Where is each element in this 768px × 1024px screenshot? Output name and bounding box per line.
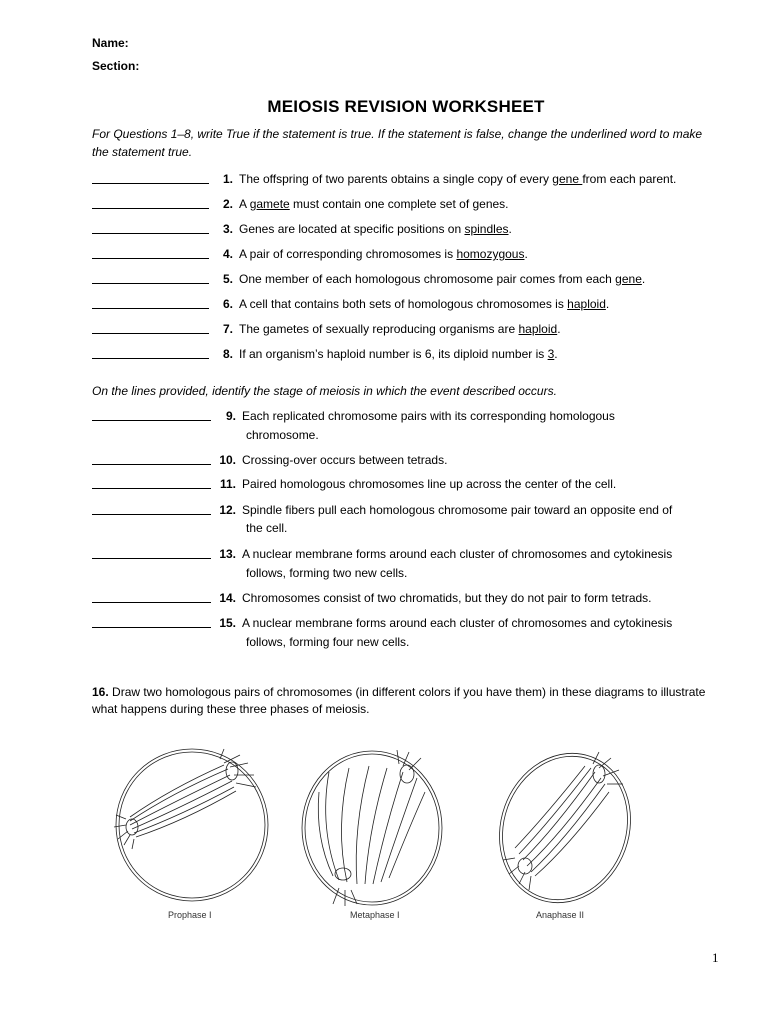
answer-line[interactable]	[92, 464, 211, 465]
question-text: A nuclear membrane forms around each cluster of chromosomes and cytokinesis	[242, 616, 673, 630]
worksheet-title: MEIOSIS REVISION WORKSHEET	[267, 97, 545, 116]
question-number: 16.	[92, 685, 109, 699]
question-text: Crossing-over occurs between tetrads.	[242, 453, 448, 467]
question-text: A cell that contains both sets of homologous chromosomes is	[239, 297, 568, 311]
question-number: 4.	[222, 247, 233, 261]
question-text-end: from each parent.	[582, 172, 677, 186]
part1-instructions: For Questions 1–8, write True if the statement is true. If the statement is false, change the underlined word to make the statement true.	[92, 127, 703, 159]
question-text-cont: the cell.	[246, 521, 288, 535]
question-text: The gametes of sexually reproducing organisms are	[239, 322, 519, 336]
answer-line[interactable]	[92, 627, 211, 628]
question-number: 6.	[222, 297, 233, 311]
answer-line[interactable]	[92, 233, 209, 234]
question-text-end: .	[605, 297, 610, 311]
question-text: Chromosomes consist of two chromatids, but they do not pair to form tetrads.	[242, 591, 652, 605]
answer-line[interactable]	[92, 514, 211, 515]
question-text: A nuclear membrane forms around each cluster of chromosomes and cytokinesis	[242, 547, 673, 561]
question-text-end: .	[557, 322, 561, 336]
question-text-end: .	[641, 272, 646, 286]
question-number: 12.	[219, 503, 236, 517]
question-number: 3.	[222, 222, 233, 236]
question-number: 8.	[222, 347, 233, 361]
question-text-end: .	[554, 347, 558, 361]
question-number: 5.	[222, 272, 233, 286]
answer-line[interactable]	[92, 602, 211, 603]
prophase-cell-diagram[interactable]	[112, 745, 272, 905]
question-text: Genes are located at specific positions on	[239, 222, 465, 236]
question-text: A pair of corresponding chromosomes is	[239, 247, 457, 261]
answer-line[interactable]	[92, 333, 209, 334]
question-text: Spindle fibers pull each homologous chromosome pair toward an opposite end of	[242, 503, 673, 517]
underlined-word: spindles	[464, 222, 509, 236]
section-label: Section:	[92, 59, 140, 73]
question-number: 13.	[219, 547, 236, 561]
question-number: 1.	[222, 172, 233, 186]
question-text: One member of each homologous chromosome pair comes from each	[239, 272, 616, 286]
question-16	[92, 684, 717, 718]
question-number: 10.	[219, 453, 236, 467]
question-text-end: .	[524, 247, 528, 261]
question-text-cont: follows, forming four new cells.	[246, 635, 410, 649]
underlined-word: 3	[547, 347, 555, 361]
metaphase-cell-diagram[interactable]	[299, 748, 445, 908]
question-text-cont: chromosome.	[246, 428, 319, 442]
underlined-word: gene	[552, 172, 583, 186]
answer-line[interactable]	[92, 258, 209, 259]
prophase-caption: Prophase I	[168, 910, 212, 920]
answer-line[interactable]	[92, 208, 209, 209]
question-number: 7.	[222, 322, 233, 336]
underlined-word: haploid	[567, 297, 606, 311]
metaphase-caption: Metaphase I	[350, 910, 400, 920]
name-label: Name:	[92, 36, 129, 50]
anaphase-caption: Anaphase II	[536, 910, 585, 920]
question-text: If an organism’s haploid number is 6, its diploid number is	[239, 347, 548, 361]
answer-line[interactable]	[92, 488, 211, 489]
underlined-word: homozygous	[456, 247, 525, 261]
question-text-cont: follows, forming two new cells.	[246, 566, 408, 580]
question-number: 9.	[225, 409, 236, 423]
underlined-word: haploid	[518, 322, 558, 336]
underlined-word: gamete	[249, 197, 290, 211]
question-number: 14.	[219, 591, 236, 605]
page-number: 1	[712, 950, 719, 965]
answer-line[interactable]	[92, 308, 209, 309]
answer-line[interactable]	[92, 183, 209, 184]
question-number: 11.	[219, 477, 236, 491]
answer-line[interactable]	[92, 558, 211, 559]
question-text: Draw two homologous pairs of chromosomes (in different colors if you have them) in these diagrams to illustrate what happens during these three phases of meiosis.	[92, 685, 706, 716]
question-number: 2.	[222, 197, 233, 211]
part2-instructions: On the lines provided, identify the stage of meiosis in which the event described occurs.	[92, 384, 557, 398]
question-text: Paired homologous chromosomes line up across the center of the cell.	[242, 477, 617, 491]
answer-line[interactable]	[92, 420, 211, 421]
question-text-end: .	[508, 222, 512, 236]
question-text: Each replicated chromosome pairs with its corresponding homologous	[242, 409, 615, 423]
answer-line[interactable]	[92, 283, 209, 284]
question-number: 15.	[219, 616, 236, 630]
question-text: The offspring of two parents obtains a single copy of every	[239, 172, 553, 186]
question-text: A	[239, 197, 250, 211]
question-text-end: must contain one complete set of genes.	[289, 197, 509, 211]
answer-line[interactable]	[92, 358, 209, 359]
underlined-word: gene	[615, 272, 642, 286]
anaphase-cell-diagram[interactable]	[495, 748, 635, 908]
